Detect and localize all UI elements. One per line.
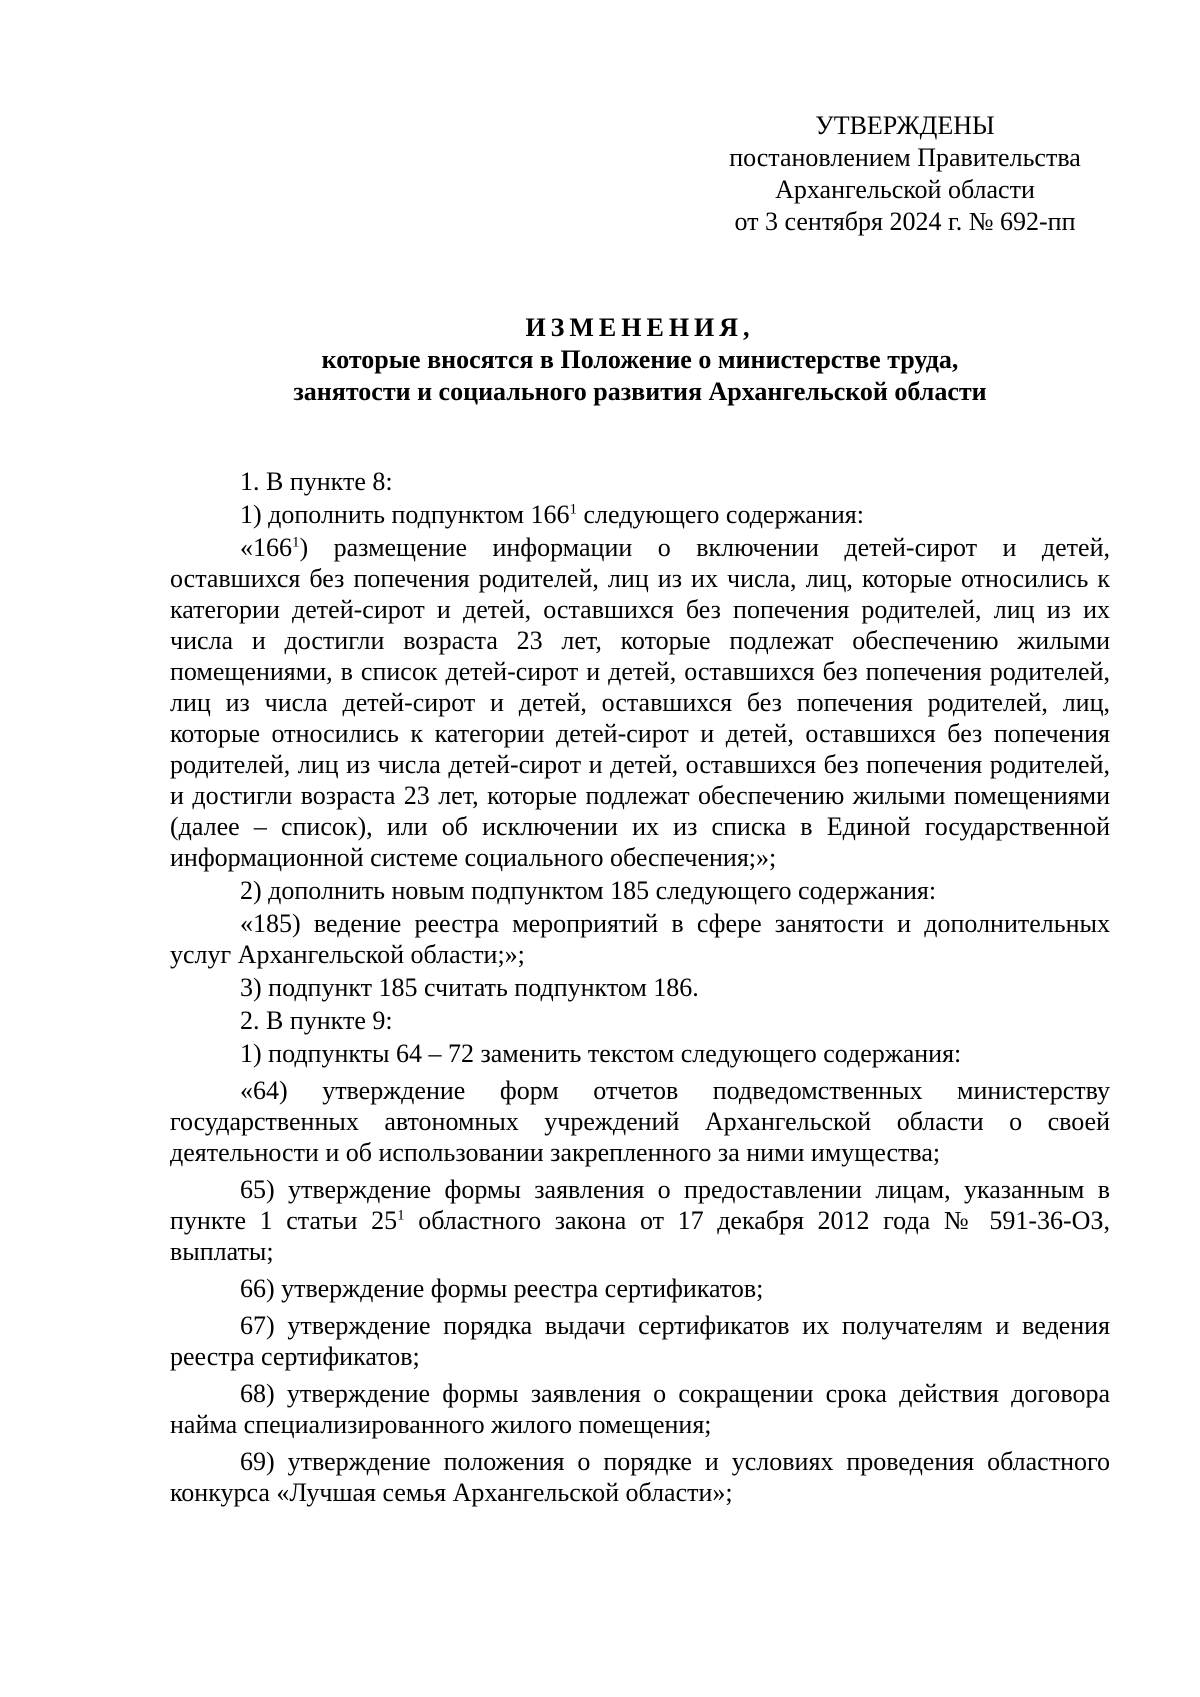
title-subline-2: занятости и социального развития Архангельской области (293, 377, 987, 406)
paragraph-text: «166 (240, 533, 292, 562)
paragraph-67 (170, 1310, 1110, 1372)
approval-line-date-number: от 3 сентября 2024 г. № 692-пп (734, 207, 1076, 236)
paragraph-item-1 (170, 466, 1110, 497)
paragraph-text: 3) подпункт 185 считать подпунктом 186. (240, 973, 699, 1002)
approval-line-resolution: постановлением Правительства (729, 143, 1081, 172)
superscript: 1 (569, 501, 577, 518)
paragraph-text: «185) ведение реестра мероприятий в сфере занятости и дополнительных услуг Архангельской области;»; (170, 909, 1110, 969)
paragraph-text: 2) дополнить новым подпунктом 185 следующего содержания: (240, 876, 937, 905)
paragraph-subitem-1-1 (170, 499, 1110, 530)
paragraph-quote-64 (170, 1075, 1110, 1168)
paragraph-text: ) размещение информации о включении детей-сирот и детей, оставшихся без попечения родителей, лиц из их числа, лиц, которые относились к категории детей-сирот и детей, оставшихся без попечения родителей, лиц из их числа и достигли возраста 23 лет, которые подлежат обеспечению жилыми помещениями, в список детей-сирот и детей, оставшихся без попечения родителей, лиц из числа детей-сирот и детей, оставшихся без попечения родителей, лиц, которые относились к категории детей-сирот и детей, оставшихся без попечения родителей, лиц из числа детей-сирот и детей, оставшихся без попечения родителей, и достигли возраста 23 лет, которые подлежат обеспечению жилыми помещениями (далее – список), или об исключении их из списка в Единой государственной информационной системе социального обеспечения;»; (170, 533, 1110, 872)
approval-line-approved: УТВЕРЖДЕНЫ (815, 111, 995, 140)
paragraph-quote-185 (170, 908, 1110, 970)
paragraph-text: 67) утверждение порядка выдачи сертификатов их получателям и ведения реестра сертификатов; (170, 1311, 1110, 1371)
paragraph-69 (170, 1446, 1110, 1508)
paragraph-text: 66) утверждение формы реестра сертификатов; (240, 1274, 764, 1303)
paragraph-quote-166 (170, 532, 1110, 873)
superscript: 1 (292, 534, 300, 551)
paragraph-text: 1. В пункте 8: (240, 467, 393, 496)
paragraph-text: 68) утверждение формы заявления о сокращении срока действия договора найма специализированного жилого помещения; (170, 1379, 1110, 1439)
superscript: 1 (397, 1207, 405, 1224)
paragraph-66 (170, 1273, 1110, 1304)
paragraph-68 (170, 1378, 1110, 1440)
paragraph-subitem-1-2 (170, 875, 1110, 906)
paragraph-subitem-1-3 (170, 972, 1110, 1003)
paragraph-text: следующего содержания: (576, 500, 864, 529)
document-body (170, 466, 1110, 1514)
approval-stamp (700, 110, 1110, 238)
paragraph-item-2 (170, 1005, 1110, 1036)
paragraph-text: 65) утверждение формы заявления о предоставлении лицам, указанным в пункте 1 статьи 25 (170, 1175, 1110, 1235)
document-title (170, 312, 1110, 408)
paragraph-text: 1) подпункты 64 – 72 заменить текстом следующего содержания: (240, 1039, 962, 1068)
title-subline-1: которые вносятся в Положение о министерстве труда, (321, 345, 959, 374)
approval-line-region: Архангельской области (775, 175, 1035, 204)
paragraph-text: 69) утверждение положения о порядке и условиях проведения областного конкурса «Лучшая семья Архангельской области»; (170, 1447, 1110, 1507)
paragraph-text: «64) утверждение форм отчетов подведомственных министерству государственных автономных учреждений Архангельской области о своей деятельности и об использовании закрепленного за ними имущества; (170, 1076, 1110, 1167)
paragraph-65 (170, 1174, 1110, 1267)
paragraph-subitem-2-1 (170, 1038, 1110, 1069)
paragraph-text: 1) дополнить подпунктом 166 (240, 500, 570, 529)
title-heading: ИЗМЕНЕНИЯ, (525, 313, 755, 342)
paragraph-text: 2. В пункте 9: (240, 1006, 393, 1035)
paragraph-text: областного закона от 17 декабря 2012 года № 591-36-ОЗ, выплаты; (170, 1206, 1110, 1266)
